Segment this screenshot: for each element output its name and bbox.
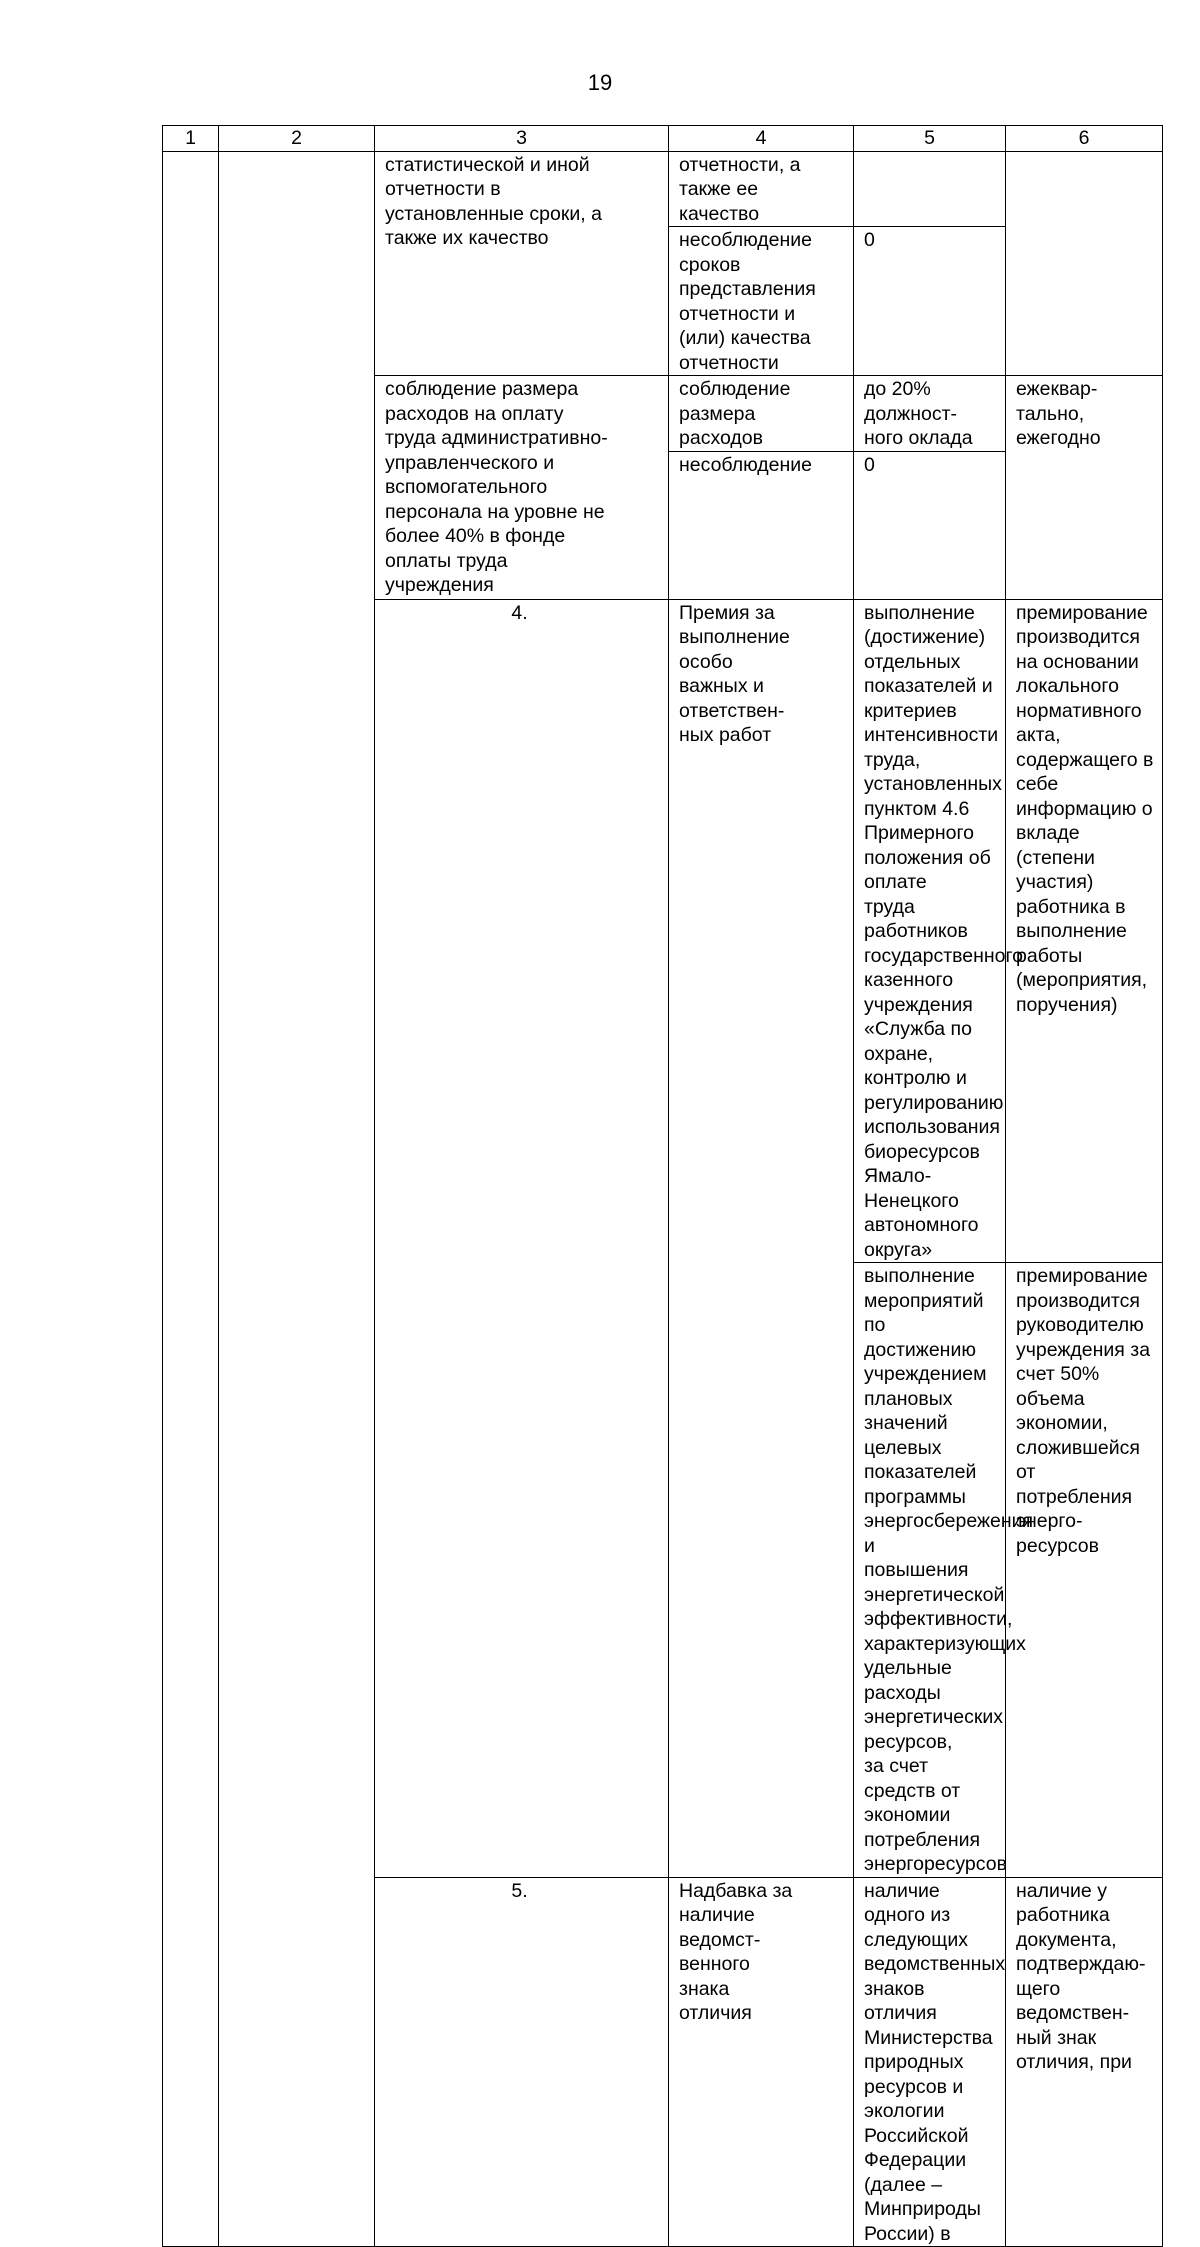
condition-cell: соблюдение размера расходов (669, 376, 854, 452)
item-number: 4. (375, 599, 669, 1877)
item-name: Премия за выполнение особо важных и ответствен- ных работ (669, 599, 854, 1877)
header-cell-4: 4 (669, 126, 854, 152)
periodicity-cell (1006, 151, 1163, 376)
condition-cell: несоблюдение сроков представления отчетности и (или) качества отчетности (669, 227, 854, 376)
header-cell-1: 1 (163, 126, 219, 152)
amount-cell (854, 151, 1006, 227)
criterion-cell: соблюдение размера расходов на оплату труда административно- управленческого и вспомогательного персонала на уровне не более 40% в фонде оплаты труда учреждения (375, 376, 669, 600)
condition-cell: отчетности, а также ее качество (669, 151, 854, 227)
item-number: 5. (375, 1877, 669, 2247)
condition-cell: несоблюдение (669, 451, 854, 599)
condition-cell: премирование производится на основании локального нормативного акта, содержащего в себе информацию о вкладе (степени участия) работника в выполнение работы (мероприятия, поручения) (1006, 599, 1163, 1263)
criterion-cell: статистической и иной отчетности в установленные сроки, а также их качество (375, 151, 669, 376)
table-row (163, 151, 1163, 227)
header-cell-6: 6 (1006, 126, 1163, 152)
page-number: 19 (587, 70, 613, 95)
condition-cell: премирование производится руководителю учреждения за счет 50% объема экономии, сложившейся от потребления энерго- ресурсов (1006, 1263, 1163, 1878)
amount-cell: до 20% должност- ного оклада (854, 376, 1006, 452)
header-cell-3: 3 (375, 126, 669, 152)
criterion-cell: наличие одного из следующих ведомственных знаков отличия Министерства природных ресурсов и экологии Российской Федерации (далее – Минприроды России) в (854, 1877, 1006, 2247)
header-cell-2: 2 (219, 126, 375, 152)
header-row (163, 126, 1163, 152)
condition-cell: наличие у работника документа, подтверждаю- щего ведомствен- ный знак отличия, при (1006, 1877, 1163, 2247)
amount-cell: 0 (854, 227, 1006, 376)
num-cell-continued (163, 151, 219, 2247)
criteria-table (162, 125, 1163, 2247)
name-cell-continued (219, 151, 375, 2247)
criterion-cell: выполнение мероприятий по достижению учреждением плановых значений целевых показателей программы энергосбережения и повышения энергетической эффективности, характеризующих удельные расходы энергетических ресурсов, за счет средств от экономии потребления энергоресурсов (854, 1263, 1006, 1878)
criterion-cell: выполнение (достижение) отдельных показателей и критериев интенсивности труда, установленных пунктом 4.6 Примерного положения об оплате труда работников государственного казенного учреждения «Служба по охране, контролю и регулированию использования биоресурсов Ямало- Ненецкого автономного округа» (854, 599, 1006, 1263)
periodicity-cell: ежеквар- тально, ежегодно (1006, 376, 1163, 600)
item-name: Надбавка за наличие ведомст- венного знака отличия (669, 1877, 854, 2247)
amount-cell: 0 (854, 451, 1006, 599)
header-cell-5: 5 (854, 126, 1006, 152)
